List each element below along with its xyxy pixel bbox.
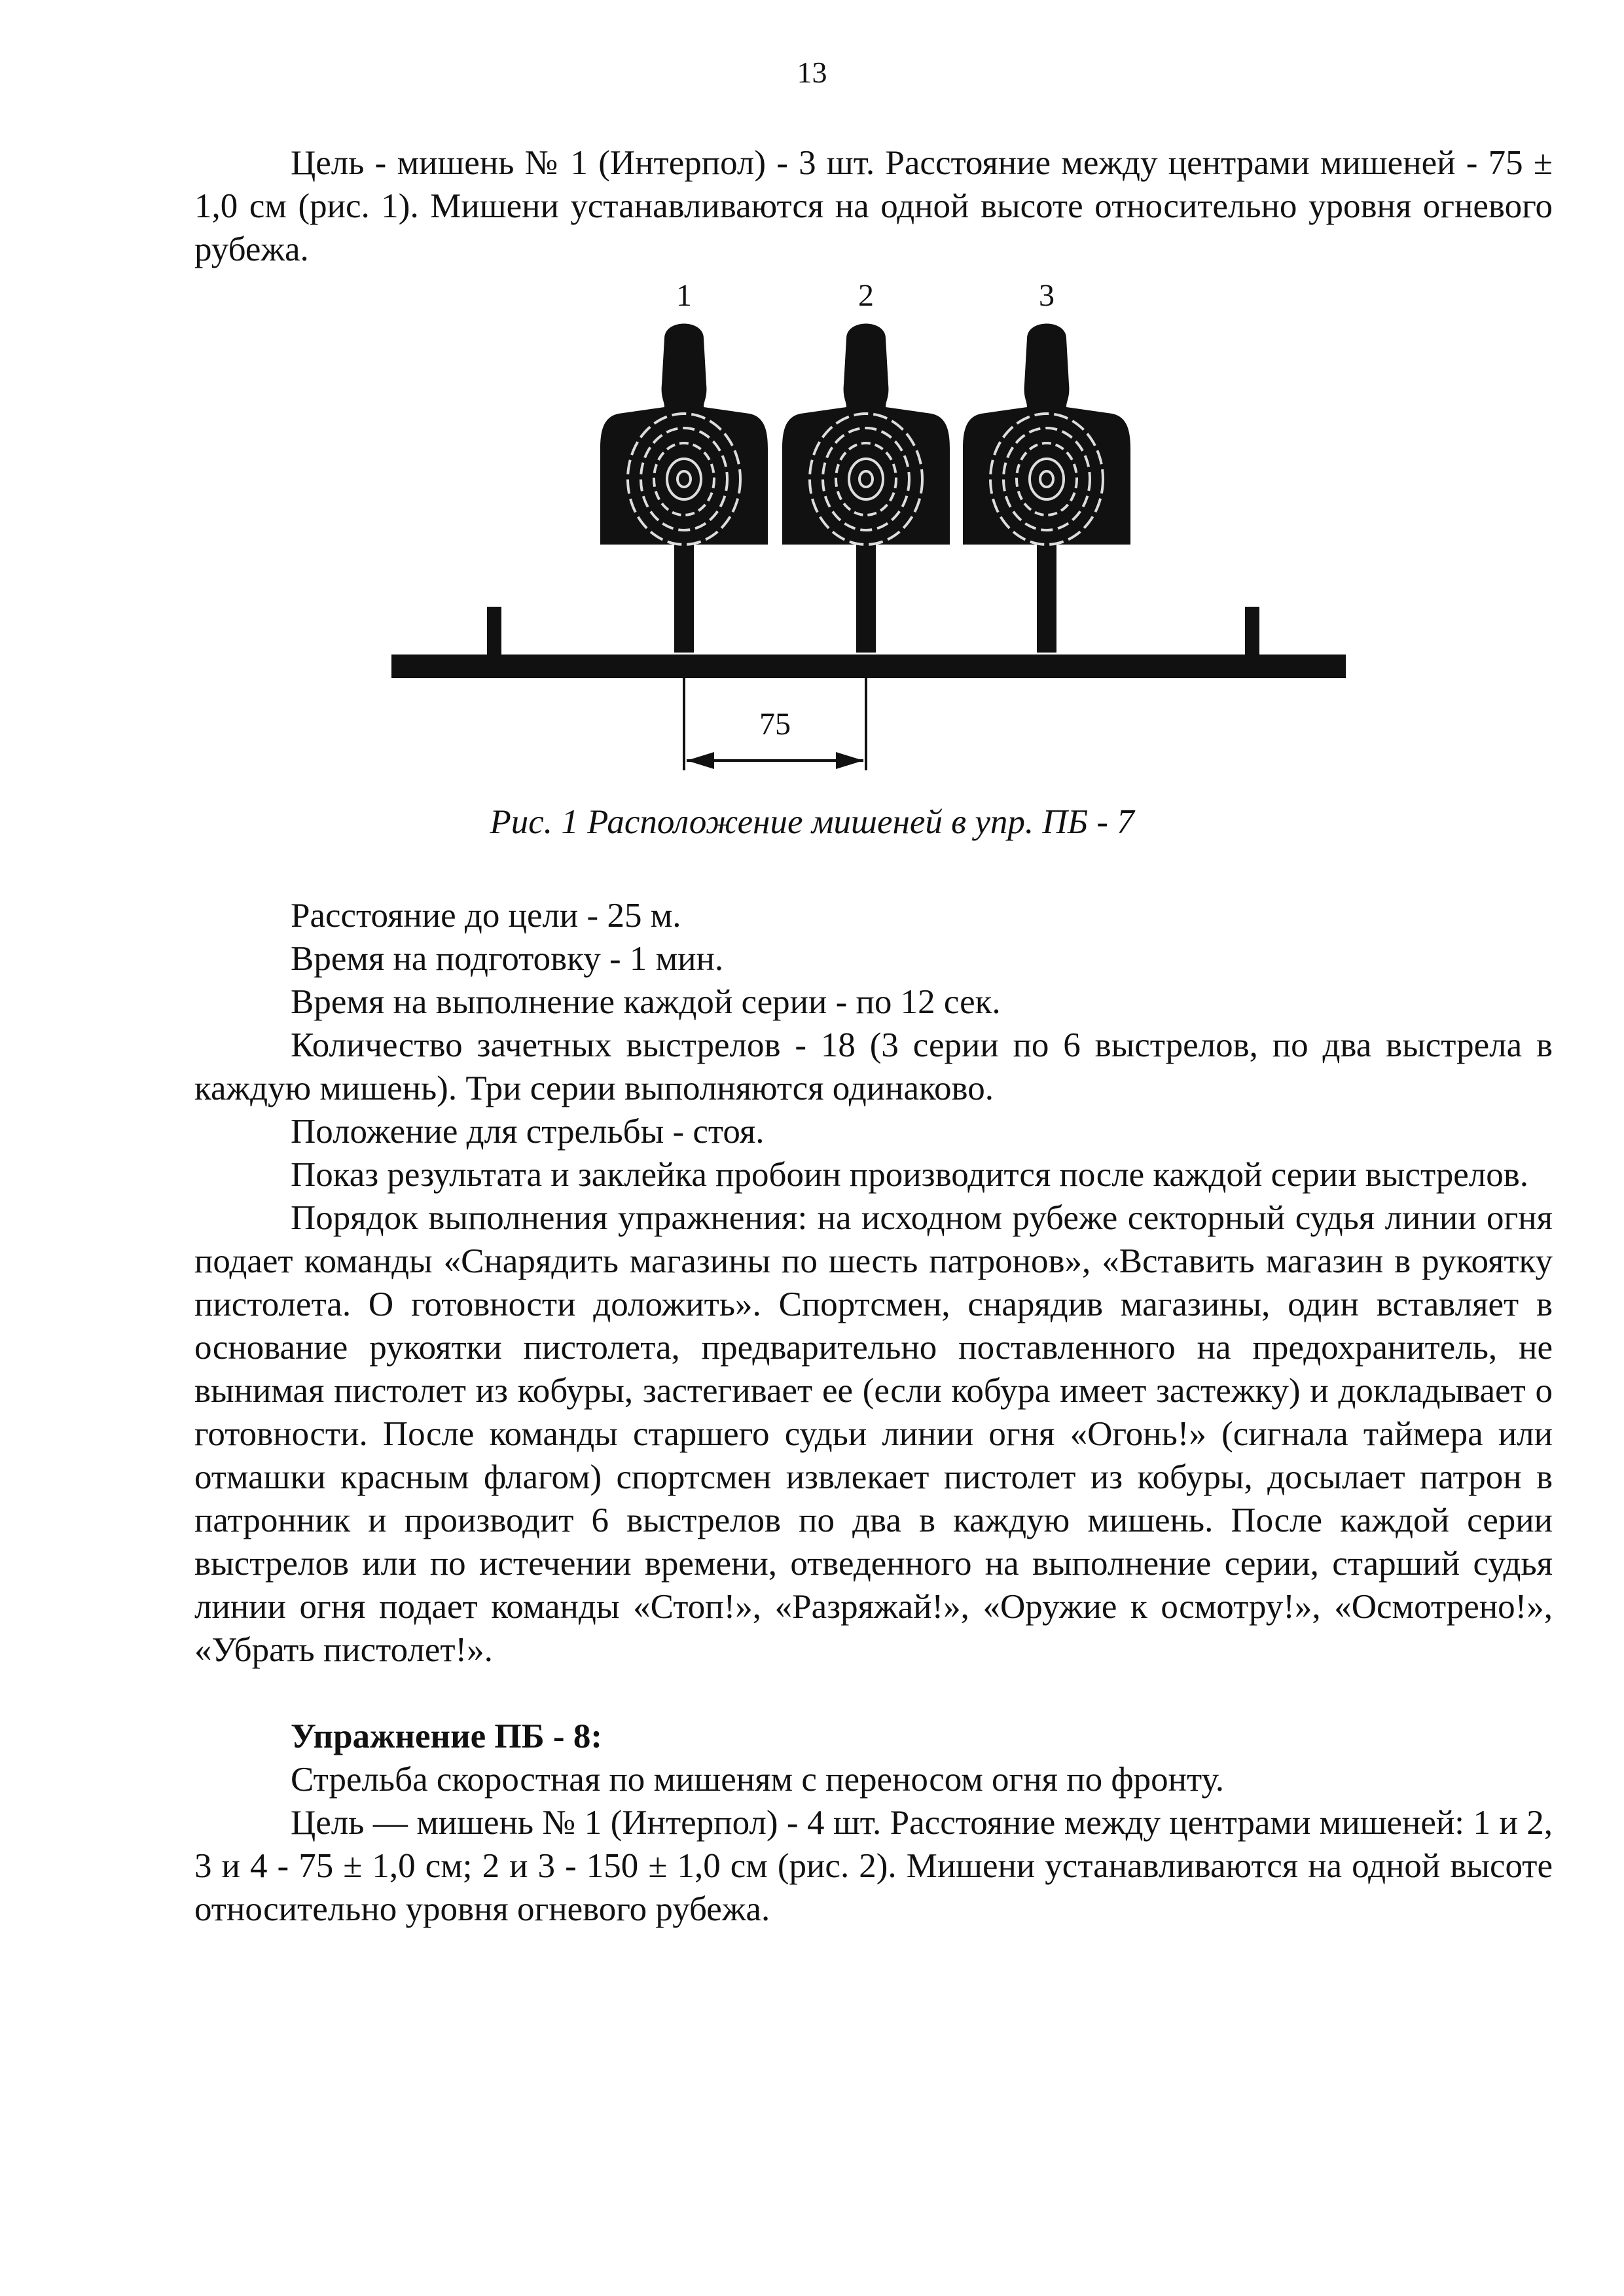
section-heading: Упражнение ПБ - 8:	[291, 1717, 602, 1755]
paragraph: Количество зачетных выстрелов - 18 (3 серии по 6 выстрелов, по два выстрела в каждую мишень). Три серии выполняются одинаково.	[194, 1026, 1553, 1107]
section-body: Цель — мишень № 1 (Интерпол) - 4 шт. Расстояние между центрами мишеней: 1 и 2, 3 и 4 - 75 ± 1,0 см; 2 и 3 - 150 ± 1,0 см (рис. 2). Мишени устанавливаются на одной высоте относительно уровня огневого рубежа.	[194, 1804, 1553, 1928]
target-3	[963, 324, 1130, 653]
paragraph: Положение для стрельбы - стоя.	[291, 1113, 765, 1151]
target-label-3: 3	[1039, 278, 1055, 313]
paragraph: Порядок выполнения упражнения: на исходном рубеже секторный судья линии огня подает команды «Снарядить магазины по шесть патронов», «Вставить магазин в рукоятку пистолета. О готовности доложить». Спортсмен, снарядив магазины, один вставляет в основание рукоятки пистолета, предварительно поставленного на предохранитель, не вынимая пистолет из кобуры, застегивает ее (если кобура имеет застежку) и докладывает о готовности. После команды старшего судьи линии огня «Огонь!» (сигнала таймера или отмашки красным флагом) спортсмен извлекает пистолет из кобуры, досылает патрон в патронник и производит 6 выстрелов по два в каждую мишень. После каждой серии выстрелов или по истечении времени, отведенного на выполнение серии, старший судья линии огня подает команды «Стоп!», «Разряжай!», «Оружие к осмотру!», «Осмотрено!», «Убрать пистолет!».	[194, 1199, 1553, 1669]
target-label-2: 2	[858, 278, 874, 313]
targets-figure	[384, 273, 1352, 810]
main-text	[194, 894, 1553, 1931]
paragraph: Расстояние до цели - 25 м.	[291, 897, 681, 935]
paragraph: Время на подготовку - 1 мин.	[291, 940, 724, 978]
section-subtitle: Стрельба скоростная по мишеням с переносом огня по фронту.	[291, 1761, 1224, 1799]
target-2	[782, 324, 950, 653]
paragraph: Время на выполнение каждой серии - по 12 сек.	[291, 983, 1001, 1021]
page-number: 13	[797, 56, 827, 89]
target-label-1: 1	[676, 278, 692, 313]
paragraph: Показ результата и заклейка пробоин производится после каждой серии выстрелов.	[291, 1156, 1528, 1194]
target-1	[600, 324, 768, 653]
figure-caption: Рис. 1 Расположение мишеней в упр. ПБ - 7	[490, 803, 1134, 841]
intro-paragraph: Цель - мишень № 1 (Интерпол) - 3 шт. Расстояние между центрами мишеней - 75 ± 1,0 см (рис. 1). Мишени устанавливаются на одной высоте относительно уровня огневого рубежа.	[194, 144, 1553, 268]
intro-text	[194, 141, 1553, 271]
dimension-label: 75	[759, 707, 791, 742]
